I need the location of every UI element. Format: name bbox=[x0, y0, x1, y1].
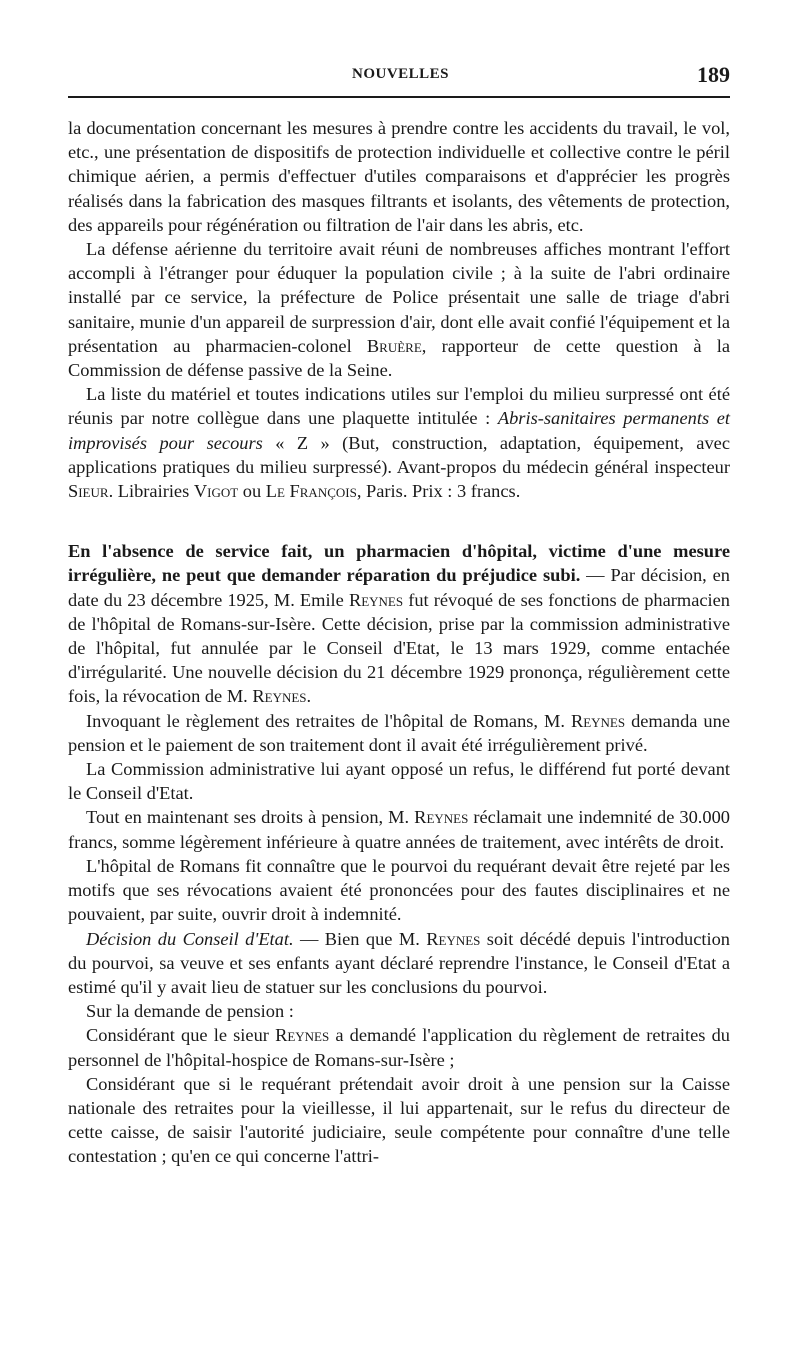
text: . bbox=[306, 686, 312, 707]
person-name: Reynes bbox=[426, 928, 481, 949]
text: soit décédé depuis l'introduction du pourvoi, sa veuve et ses enfants ayant déclaré reprendre l'instance, le Conseil d'Etat a estimé qu'il y avait lieu de statuer sur les conclusions du pourvoi. bbox=[68, 928, 730, 997]
text: a demandé l'application du règlement de retraites du personnel de l'hôpital-hospice de Romans-sur-Isère ; bbox=[68, 1025, 730, 1070]
article-body bbox=[68, 116, 730, 1169]
paragraph bbox=[68, 709, 730, 757]
text: , Paris. Prix : 3 francs. bbox=[356, 481, 521, 502]
text: demanda une pension et le paiement de son traitement dont il avait été irrégulièrement privé. bbox=[68, 710, 730, 755]
text: « Z » (But, construction, adaptation, équipement, avec applications pratiques du milieu surpressé). Avant-propos du médecin général inspecteur bbox=[68, 432, 730, 477]
paragraph bbox=[68, 539, 730, 708]
paragraph bbox=[68, 1023, 730, 1071]
text: ou bbox=[238, 481, 266, 502]
text: Tout en maintenant ses droits à pension, M. bbox=[86, 807, 415, 828]
text: Invoquant le règlement des retraites de l'hôpital de Romans, M. bbox=[86, 710, 571, 731]
paragraph bbox=[68, 1072, 730, 1169]
text: fut révoqué de ses fonctions de pharmacien de l'hôpital de Romans-sur-Isère. Cette décision, prise par la commission administrative de l'hôpital, fut annulée par le Conseil d'Etat, le 13 mars 1929, comme entachée d'irrégularité. Une nouvelle décision du 21 décembre 1929 prononça, régulièrement cette fois, la révocation de M. bbox=[68, 589, 730, 707]
text: La Commission administrative lui ayant opposé un refus, le différend fut porté devant le Conseil d'Etat. bbox=[68, 759, 730, 804]
text: La liste du matériel et toutes indications utiles sur l'emploi du milieu surpressé ont été réunis par notre collègue dans une plaquette intitulée : bbox=[68, 384, 730, 429]
text: Considérant que le sieur bbox=[86, 1025, 276, 1046]
book-title: Abris-sanitaires permanents et improvisés pour secours bbox=[68, 408, 730, 453]
paragraph bbox=[68, 805, 730, 853]
paragraph bbox=[68, 757, 730, 805]
running-header bbox=[68, 0, 730, 100]
page-number: 189 bbox=[697, 62, 730, 87]
text: Sur la demande de pension : bbox=[86, 1001, 294, 1022]
header-rule bbox=[68, 96, 730, 98]
text: L'hôpital de Romans fit connaître que le pourvoi du requérant devait être rejeté par les motifs que ses révocations avaient été prononcées pour des fautes disciplinaires et ne pouvaient, par suite, ouvrir droit à indemnité. bbox=[68, 855, 730, 925]
paragraph bbox=[68, 927, 730, 1000]
publisher-name: Vigot bbox=[193, 481, 239, 502]
text: réclamait une indemnité de 30.000 francs, somme légèrement inférieure à quatre années de traitement, avec intérêts de droit. bbox=[68, 807, 730, 852]
decision-heading: Décision du Conseil d'Etat. bbox=[86, 928, 294, 949]
paragraph bbox=[68, 382, 730, 503]
publisher-name: Le François bbox=[265, 481, 357, 502]
person-name: Reynes bbox=[348, 589, 404, 610]
running-title: NOUVELLES bbox=[352, 66, 450, 82]
text: . Librairies bbox=[108, 481, 194, 502]
person-name: Reynes bbox=[252, 686, 307, 707]
section-gap bbox=[68, 503, 730, 539]
person-name: Sieur bbox=[68, 481, 109, 502]
paragraph bbox=[68, 999, 730, 1023]
paragraph bbox=[68, 116, 730, 237]
paragraph bbox=[68, 854, 730, 927]
text: , rapporteur de cette question à la Commission de défense passive de la Seine. bbox=[68, 335, 731, 381]
person-name: Reynes bbox=[275, 1025, 330, 1046]
text: Considérant que si le requérant prétendait avoir droit à une pension sur la Caisse nationale des retraites pour la vieillesse, il lui appartenait, sur le refus du directeur de cette caisse, de saisir l'autorité judiciaire, seule compétente pour connaître d'une telle contestation ; qu'en ce qui concerne l'attri- bbox=[68, 1073, 730, 1167]
text: — Bien que M. bbox=[293, 928, 427, 949]
text: — Par décision, en date du 23 décembre 1925, M. Emile bbox=[68, 565, 730, 610]
text: La défense aérienne du territoire avait réuni de nombreuses affiches montrant l'effort accompli à l'étranger pour éduquer la population civile ; à la suite de l'abri ordinaire installé par ce service, la préfecture de Police présentait une salle de triage d'abri sanitaire, munie d'un appareil de surpression d'air, dont elle avait confié l'équipement et la présentation au pharmacien-colonel bbox=[68, 239, 730, 356]
paragraph bbox=[68, 237, 730, 382]
person-name: Bruère bbox=[366, 335, 422, 356]
page bbox=[68, 0, 731, 1167]
text: la documentation concernant les mesures à prendre contre les accidents du travail, le vol, etc., une présentation de dispositifs de protection individuelle et collective contre le péril chimique aérien, a permis d'effectuer d'utiles comparaisons et d'apprécier les progrès réalisés dans la fabrication des masques filtrants et isolants, des vêtements de protection, des appareils pour régénération ou filtration de l'air dans les abris, etc. bbox=[68, 118, 730, 235]
person-name: Reynes bbox=[570, 710, 626, 731]
person-name: Reynes bbox=[414, 807, 469, 828]
section-headline: En l'absence de service fait, un pharmacien d'hôpital, victime d'une mesure irrégulière, ne peut que demander réparation du préjudice subi. bbox=[68, 541, 730, 586]
